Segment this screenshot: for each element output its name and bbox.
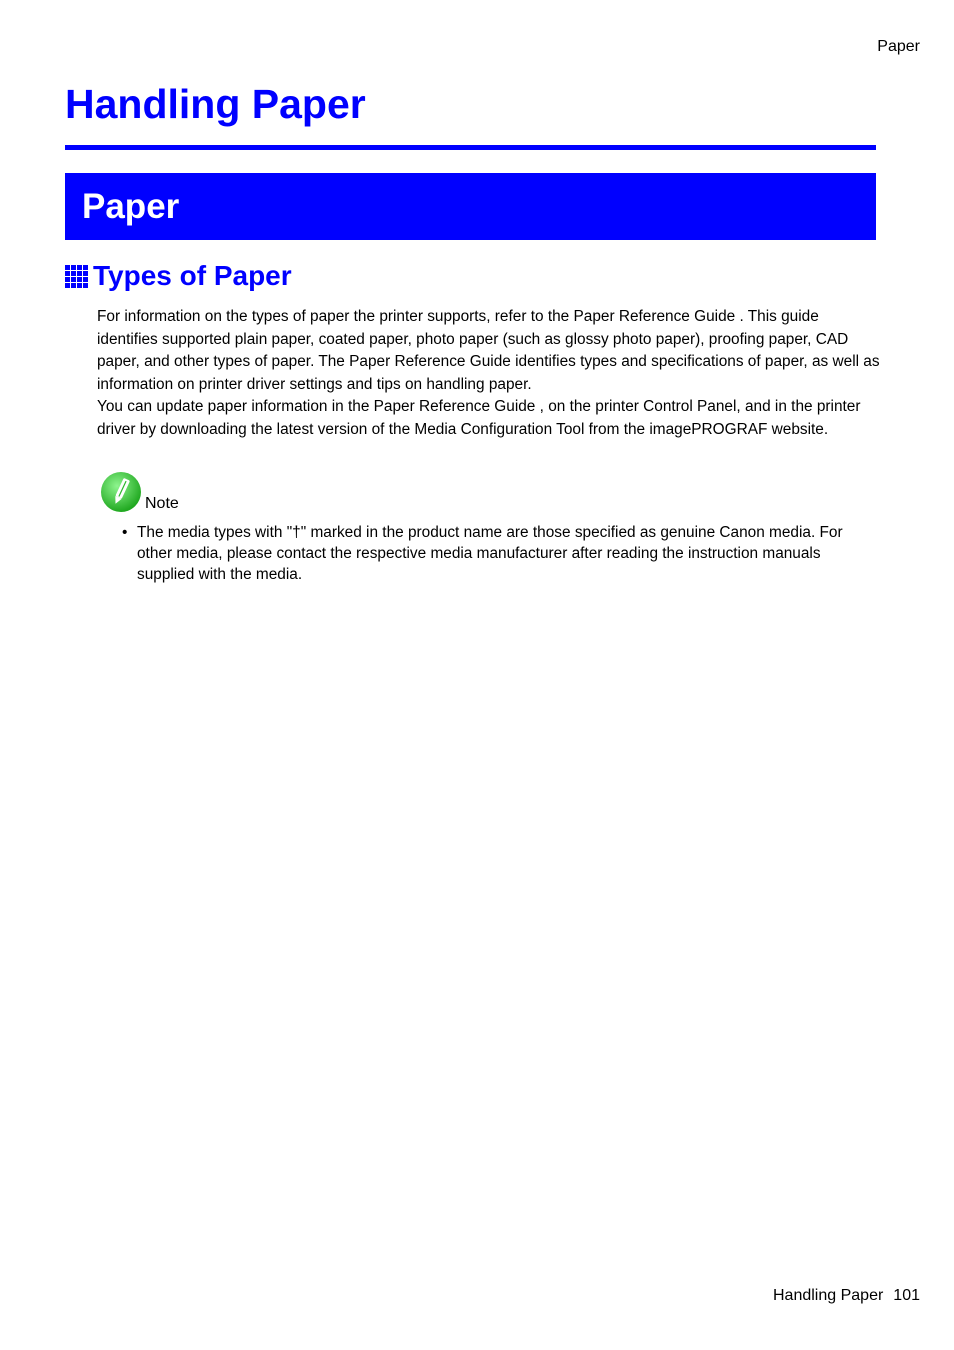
footer-chapter: Handling Paper (773, 1287, 884, 1304)
chapter-title: Handling Paper (65, 81, 366, 127)
section-banner (65, 173, 876, 240)
list-item (122, 522, 862, 585)
pencil-note-icon (100, 471, 142, 513)
note-item-text: The media types with "†" marked in the product name are those specified as genuine Canon media. For other media, please contact the respective media manufacturer after reading the instruction manuals supplied with the media. (137, 524, 843, 583)
paragraph: You can update paper information in the Paper Reference Guide , on the printer Control Panel, and in the printer driver by downloading the latest version of the Media Configuration Tool from the imagePROGRAF website. (97, 398, 861, 438)
running-header: Paper (877, 38, 920, 55)
subsection-heading (65, 258, 292, 294)
bullet-icon: • (122, 524, 128, 541)
body-text (97, 306, 882, 441)
chapter-rule (65, 145, 876, 150)
note-list (122, 522, 862, 585)
grid-icon (65, 265, 88, 288)
paragraph: For information on the types of paper the printer supports, refer to the Paper Reference Guide . This guide identifies supported plain paper, coated paper, photo paper (such as glossy photo paper), proofing paper, CAD paper, and other types of paper. The Paper Reference Guide identifies types and specifications of paper, as well as information on printer driver settings and tips on handling paper. (97, 308, 880, 393)
section-title: Paper (82, 186, 180, 226)
page-footer (773, 1287, 920, 1305)
subsection-title: Types of Paper (93, 260, 292, 291)
page-number: 101 (893, 1287, 920, 1304)
note-label: Note (145, 495, 179, 512)
note-heading (100, 471, 179, 513)
